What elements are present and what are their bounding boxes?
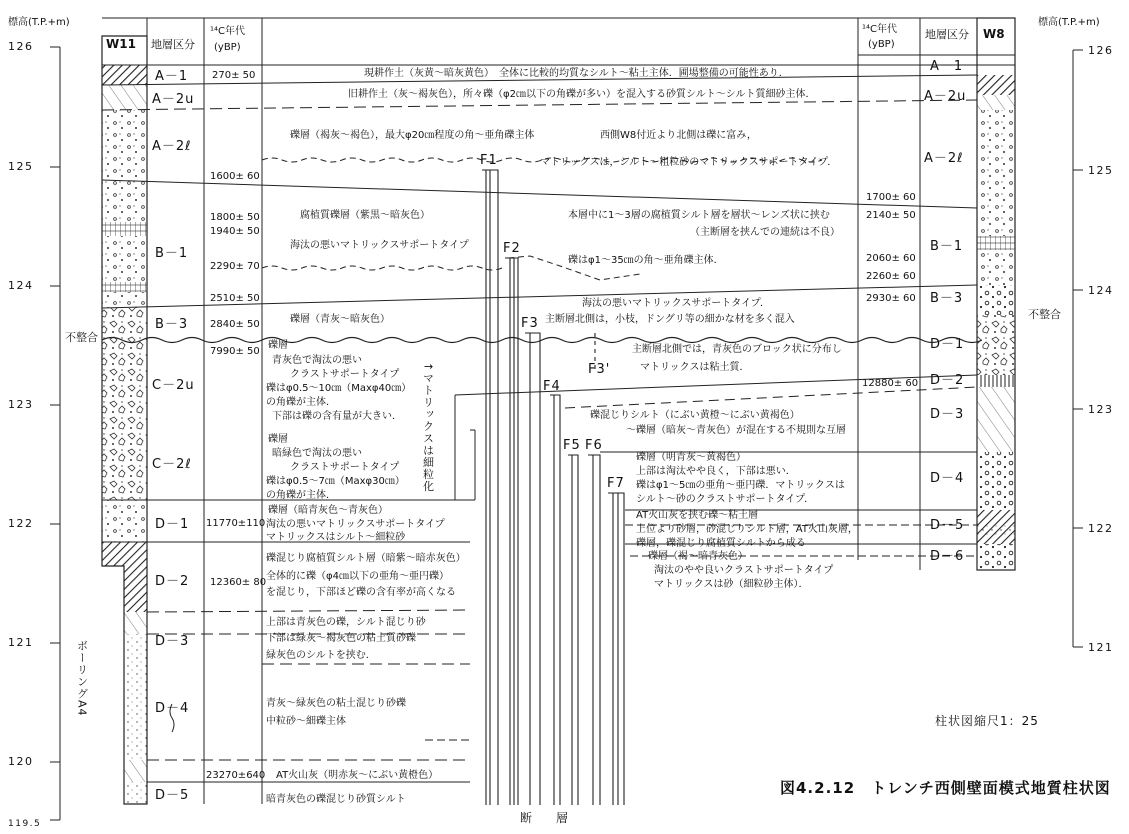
east-date: 2930± 60	[866, 293, 916, 304]
desc-d6e: マトリックスは砂（細粒砂主体）．	[654, 579, 809, 590]
west-date: 12360± 80	[210, 577, 267, 588]
desc-d1w: 淘汰の悪いマトリックスサポートタイプ	[266, 519, 445, 530]
desc-d5w: 暗青灰色の礫混じり砂質シルト	[266, 794, 406, 805]
right-tick-121: 121	[1088, 641, 1114, 654]
desc-c2l: 暗緑色で淘汰の悪い	[272, 448, 362, 459]
scale-note: 柱状図縮尺1：25	[935, 714, 1039, 728]
fault-f4: F4	[543, 379, 561, 394]
desc-d3w: 上部は青灰色の礫，シルト混じり砂	[266, 617, 426, 628]
w11-column	[102, 36, 147, 804]
desc-d5e: AT火山灰を挟む礫～粘土層	[636, 510, 759, 521]
west-layer-b1: B－1	[155, 246, 189, 261]
desc-d5e: 上位より砂層，砂混じりシルト層，AT火山灰層，	[636, 524, 858, 535]
fault-label: 断 層	[520, 811, 569, 825]
east-c14-dates	[862, 192, 918, 389]
desc-b1: 礫はφ1～35㎝の角～亜角礫主体．	[568, 255, 724, 266]
west-layer-a2u: A－2u	[152, 92, 195, 107]
desc-b3: 主断層北側は，小枝，ドングリ等の細かな材を多く混入	[545, 314, 795, 325]
left-unconformity-label: 不整合	[65, 331, 98, 344]
west-date: 11770±110	[206, 518, 266, 529]
west-date: 270± 50	[212, 70, 256, 81]
desc-d3e: 礫混じりシルト（にぶい黄橙～にぶい黄褐色）	[590, 410, 800, 421]
west-layer-d5: D－5	[155, 788, 190, 803]
fault-f5: F5	[563, 438, 581, 453]
left-tick-119-5: 119.5	[8, 819, 42, 829]
desc-d5e: 礫層，礫混じり腐植質シルトから成る	[636, 538, 806, 549]
left-axis-label: 標高(T.P.+m)	[8, 17, 70, 28]
right-axis-label: 標高(T.P.+m)	[1038, 17, 1100, 28]
desc-b1: 海汰の悪いマトリックスサポートタイプ	[290, 240, 469, 251]
desc-b1: 本層中に1～3層の腐植質シルト層を層状～レンズ状に挟む	[568, 210, 830, 221]
desc-d1e: 主断層北側では，青灰色のブロック状に分布し	[632, 344, 842, 355]
desc-a2l: 礫層（褐灰～褐色），最大φ20㎝程度の角～亜角礫主体	[290, 130, 535, 141]
left-tick-123: 123	[8, 398, 34, 411]
desc-a2u: 旧耕作土（灰～褐灰色），所々礫（φ2㎝以下の角礫が多い）を混入する砂質シルト～シルト質細砂主体．	[348, 89, 816, 100]
desc-d6e: 礫層（褐～暗青灰色）	[648, 551, 748, 562]
east-layer-b1: B－1	[930, 239, 964, 254]
desc-a2l: マトリックスは，シルト～粗粒砂のマトリックスサポートタイプ．	[540, 157, 838, 168]
desc-d6e: 淘汰のやや良いクラストサポートタイプ	[654, 565, 834, 576]
desc-c2u: の角礫が主体．	[266, 397, 336, 408]
right-tick-126: 126	[1088, 44, 1114, 57]
east-layer-a1: A－1	[930, 59, 964, 74]
desc-d2w: 全体的に礫（φ4㎝以下の亜角～亜円礫）	[266, 571, 449, 582]
east-layer-d4: D－4	[930, 471, 965, 486]
desc-c2u: 礫はφ0.5～10㎝（Maxφ40㎝）	[266, 383, 412, 394]
desc-d4w: 中粒砂～細礫主体	[266, 716, 346, 727]
west-layer-d4: D－4	[155, 701, 190, 716]
desc-d3w: 緑灰色のシルトを挟む．	[266, 650, 376, 661]
east-date: 1700± 60	[866, 192, 916, 203]
desc-d1e: マトリックスは粘土質．	[640, 362, 750, 373]
desc-c2u: クラストサポートタイプ	[290, 369, 400, 380]
left-tick-122: 122	[8, 517, 34, 530]
left-tick-126: 126	[8, 40, 34, 53]
desc-a1: 現耕作土（灰黄～暗灰黄色） 全体に比較的均質なシルト～粘土主体．圃場整備の可能性あり．	[364, 68, 789, 79]
left-elevation-axis	[50, 47, 60, 820]
east-layer-d5: D－5	[930, 518, 965, 533]
desc-d4e: 上部は淘汰やや良く，下部は悪い．	[636, 466, 796, 477]
west-layer-labels	[152, 69, 195, 803]
desc-b1: （主断層を挟んでの連続は不良）	[690, 227, 840, 238]
right-elevation-axis	[1073, 50, 1083, 647]
west-layer-d3: D－3	[155, 634, 190, 649]
left-tick-125: 125	[8, 160, 34, 173]
desc-d1w: マトリックスはシルト～細粒砂	[266, 532, 406, 543]
desc-c2l: 礫層	[268, 434, 288, 445]
west-date: 1940± 50	[210, 226, 260, 237]
desc-c2u: 下部は礫の含有量が大きい．	[272, 411, 402, 422]
west-date: 2290± 70	[210, 261, 260, 272]
west-date: 7990± 50	[210, 346, 260, 357]
figure-caption: 図4.2.12 トレンチ西側壁面模式地質柱状図	[780, 779, 1111, 797]
west-date: 2840± 50	[210, 319, 260, 330]
desc-d3w: 下部は緑灰～褐灰色の粘土質砂礫	[266, 633, 416, 644]
desc-d2w: 礫混じり腐植質シルト層（暗紫～暗赤灰色）	[266, 553, 466, 564]
desc-d4e: 礫層（明青灰～黄褐色）	[636, 452, 746, 463]
fault-f2: F2	[503, 241, 521, 256]
east-date: 2140± 50	[866, 210, 916, 221]
east-layer-a2u: A－2u	[924, 89, 967, 104]
fault-f1: F1	[480, 153, 498, 168]
w8-column	[977, 18, 1015, 570]
east-date: 2260± 60	[866, 271, 916, 282]
west-c14-header-1: ¹⁴C年代	[210, 26, 245, 37]
right-unconformity-label: 不整合	[1028, 308, 1061, 321]
east-layer-d1: D－1	[930, 337, 965, 352]
east-layer-d6: D－6	[930, 549, 965, 564]
desc-c2u: 礫層	[268, 340, 288, 351]
right-tick-125: 125	[1088, 164, 1114, 177]
fault-f3-prime: F3'	[588, 362, 611, 377]
desc-d4e: シルト～砂のクラストサポートタイプ．	[636, 494, 815, 505]
w8-header: W8	[983, 27, 1005, 41]
right-tick-124: 124	[1088, 284, 1114, 297]
west-layer-div-header: 地層区分	[151, 38, 195, 51]
left-axis-ticks	[8, 40, 41, 829]
desc-d1w: 礫層（暗青灰色～青灰色）	[268, 505, 388, 516]
desc-b3: 礫層（青灰～暗灰色）	[290, 314, 390, 325]
east-layer-b3: B－3	[930, 291, 964, 306]
desc-d5w: AT火山灰（明赤灰～にぶい黄橙色）	[276, 770, 439, 781]
west-layer-d1: D－1	[155, 517, 190, 532]
west-layer-c2u: C－2u	[152, 378, 195, 393]
desc-a2l: 西側W8付近より北側は礫に富み，	[600, 130, 757, 141]
east-c14-header-2: (yBP)	[868, 39, 895, 50]
desc-b3: 海汰の悪いマトリックスサポートタイプ．	[582, 298, 770, 309]
desc-c2l: クラストサポートタイプ	[290, 462, 400, 473]
desc-c2l: 礫はφ0.5～7㎝（Maxφ30㎝）	[266, 476, 405, 487]
desc-d4e: 礫はφ1～5㎝の亜角～亜円礫．マトリックスは	[636, 480, 845, 491]
east-layer-d3: D－3	[930, 407, 965, 422]
left-tick-124: 124	[8, 279, 34, 292]
west-layer-b3: B－3	[155, 317, 189, 332]
desc-d3e: ～礫層（暗灰～青灰色）が混在する不規則な互層	[626, 425, 846, 436]
east-layer-div-header: 地層区分	[925, 28, 969, 41]
left-tick-120: 120	[8, 755, 34, 768]
east-c14-header-1: ¹⁴C年代	[862, 24, 897, 35]
boring-a4-label: ボーリングA4	[75, 640, 89, 717]
right-axis-ticks	[1088, 44, 1114, 654]
fault-f6: F6	[585, 438, 603, 453]
east-date: 2060± 60	[866, 253, 916, 264]
west-c14-dates	[206, 70, 266, 781]
left-tick-121: 121	[8, 636, 34, 649]
west-date: 1800± 50	[210, 212, 260, 223]
w11-header: W11	[106, 37, 136, 51]
east-layer-d2: D－2	[930, 373, 965, 388]
desc-b1: 腐植質礫層（紫黒～暗灰色）	[300, 210, 430, 221]
west-layer-a1: A－1	[155, 69, 189, 84]
right-tick-123: 123	[1088, 403, 1114, 416]
desc-c2l: の角礫が主体．	[266, 490, 336, 501]
matrix-fining-note: ↑マトリックスは細粒化	[421, 362, 435, 493]
west-date: 23270±640	[206, 770, 266, 781]
west-layer-c2l: C－2ℓ	[152, 457, 192, 472]
east-layer-labels	[924, 59, 966, 564]
west-c14-header-2: (yBP)	[214, 42, 241, 53]
west-date: 2510± 50	[210, 293, 260, 304]
desc-d2w: を混じり，下部ほど礫の含有率が高くなる	[266, 587, 456, 598]
fault-f7: F7	[607, 476, 625, 491]
desc-c2u: 青灰色で淘汰の悪い	[272, 355, 362, 366]
right-tick-122: 122	[1088, 522, 1114, 535]
east-layer-a2l: A－2ℓ	[924, 151, 964, 166]
desc-d4w: 青灰～緑灰色の粘土混じり砂礫	[266, 698, 406, 709]
east-date: 12880± 60	[862, 378, 919, 389]
descriptions	[266, 66, 858, 805]
west-layer-d2: D－2	[155, 574, 190, 589]
fault-f3: F3	[521, 316, 539, 331]
west-layer-a2l: A－2ℓ	[152, 139, 192, 154]
west-date: 1600± 60	[210, 171, 260, 182]
